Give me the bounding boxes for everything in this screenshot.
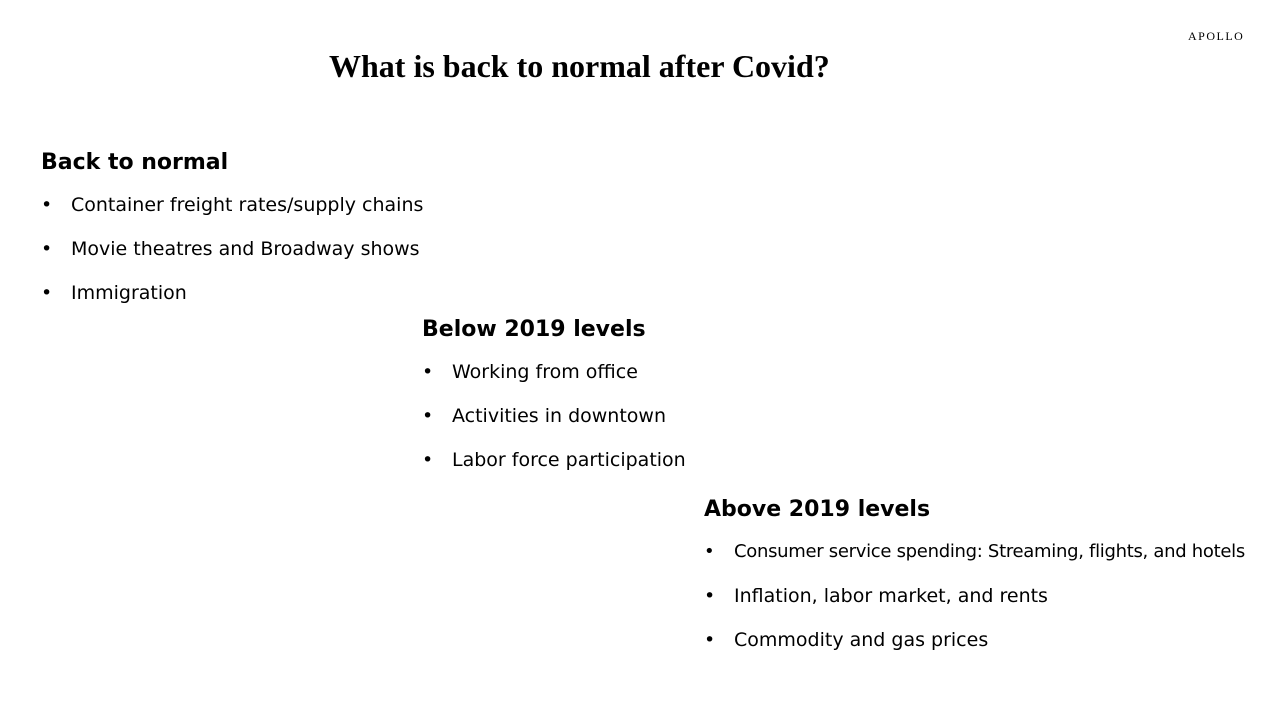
list-item bbox=[41, 194, 423, 238]
list-item bbox=[704, 585, 1245, 629]
bullet-icon: • bbox=[41, 282, 53, 304]
section-heading: Above 2019 levels bbox=[704, 497, 931, 522]
item-text: Labor force participation bbox=[452, 449, 686, 471]
item-text: Movie theatres and Broadway shows bbox=[71, 238, 420, 260]
section-back-to-normal bbox=[41, 148, 423, 326]
list-item bbox=[422, 449, 686, 493]
page-title: What is back to normal after Covid? bbox=[329, 48, 830, 84]
list-item bbox=[704, 629, 1245, 673]
item-text: Working from office bbox=[452, 361, 638, 383]
apollo-logo: APOLLO bbox=[1188, 29, 1245, 43]
section-below-2019 bbox=[422, 315, 686, 493]
list-item bbox=[41, 282, 423, 326]
bullet-icon: • bbox=[41, 238, 53, 260]
bullet-icon: • bbox=[422, 449, 434, 471]
list-item bbox=[41, 238, 423, 282]
section-heading: Below 2019 levels bbox=[422, 317, 646, 342]
item-text: Container freight rates/supply chains bbox=[71, 194, 424, 216]
list-item bbox=[422, 361, 686, 405]
list-item bbox=[704, 541, 1245, 585]
section-above-2019 bbox=[704, 495, 1245, 673]
section-heading: Back to normal bbox=[41, 150, 229, 175]
item-text: Immigration bbox=[71, 282, 187, 304]
item-text: Consumer service spending: Streaming, flights, and hotels bbox=[734, 541, 1245, 562]
bullet-icon: • bbox=[704, 541, 715, 562]
item-text: Commodity and gas prices bbox=[734, 629, 989, 651]
item-text: Inflation, labor market, and rents bbox=[734, 585, 1048, 607]
list-item bbox=[422, 405, 686, 449]
bullet-icon: • bbox=[422, 361, 434, 383]
item-text: Activities in downtown bbox=[452, 405, 667, 427]
bullet-icon: • bbox=[422, 405, 434, 427]
bullet-icon: • bbox=[704, 629, 716, 651]
bullet-icon: • bbox=[41, 194, 53, 216]
bullet-icon: • bbox=[704, 585, 716, 607]
